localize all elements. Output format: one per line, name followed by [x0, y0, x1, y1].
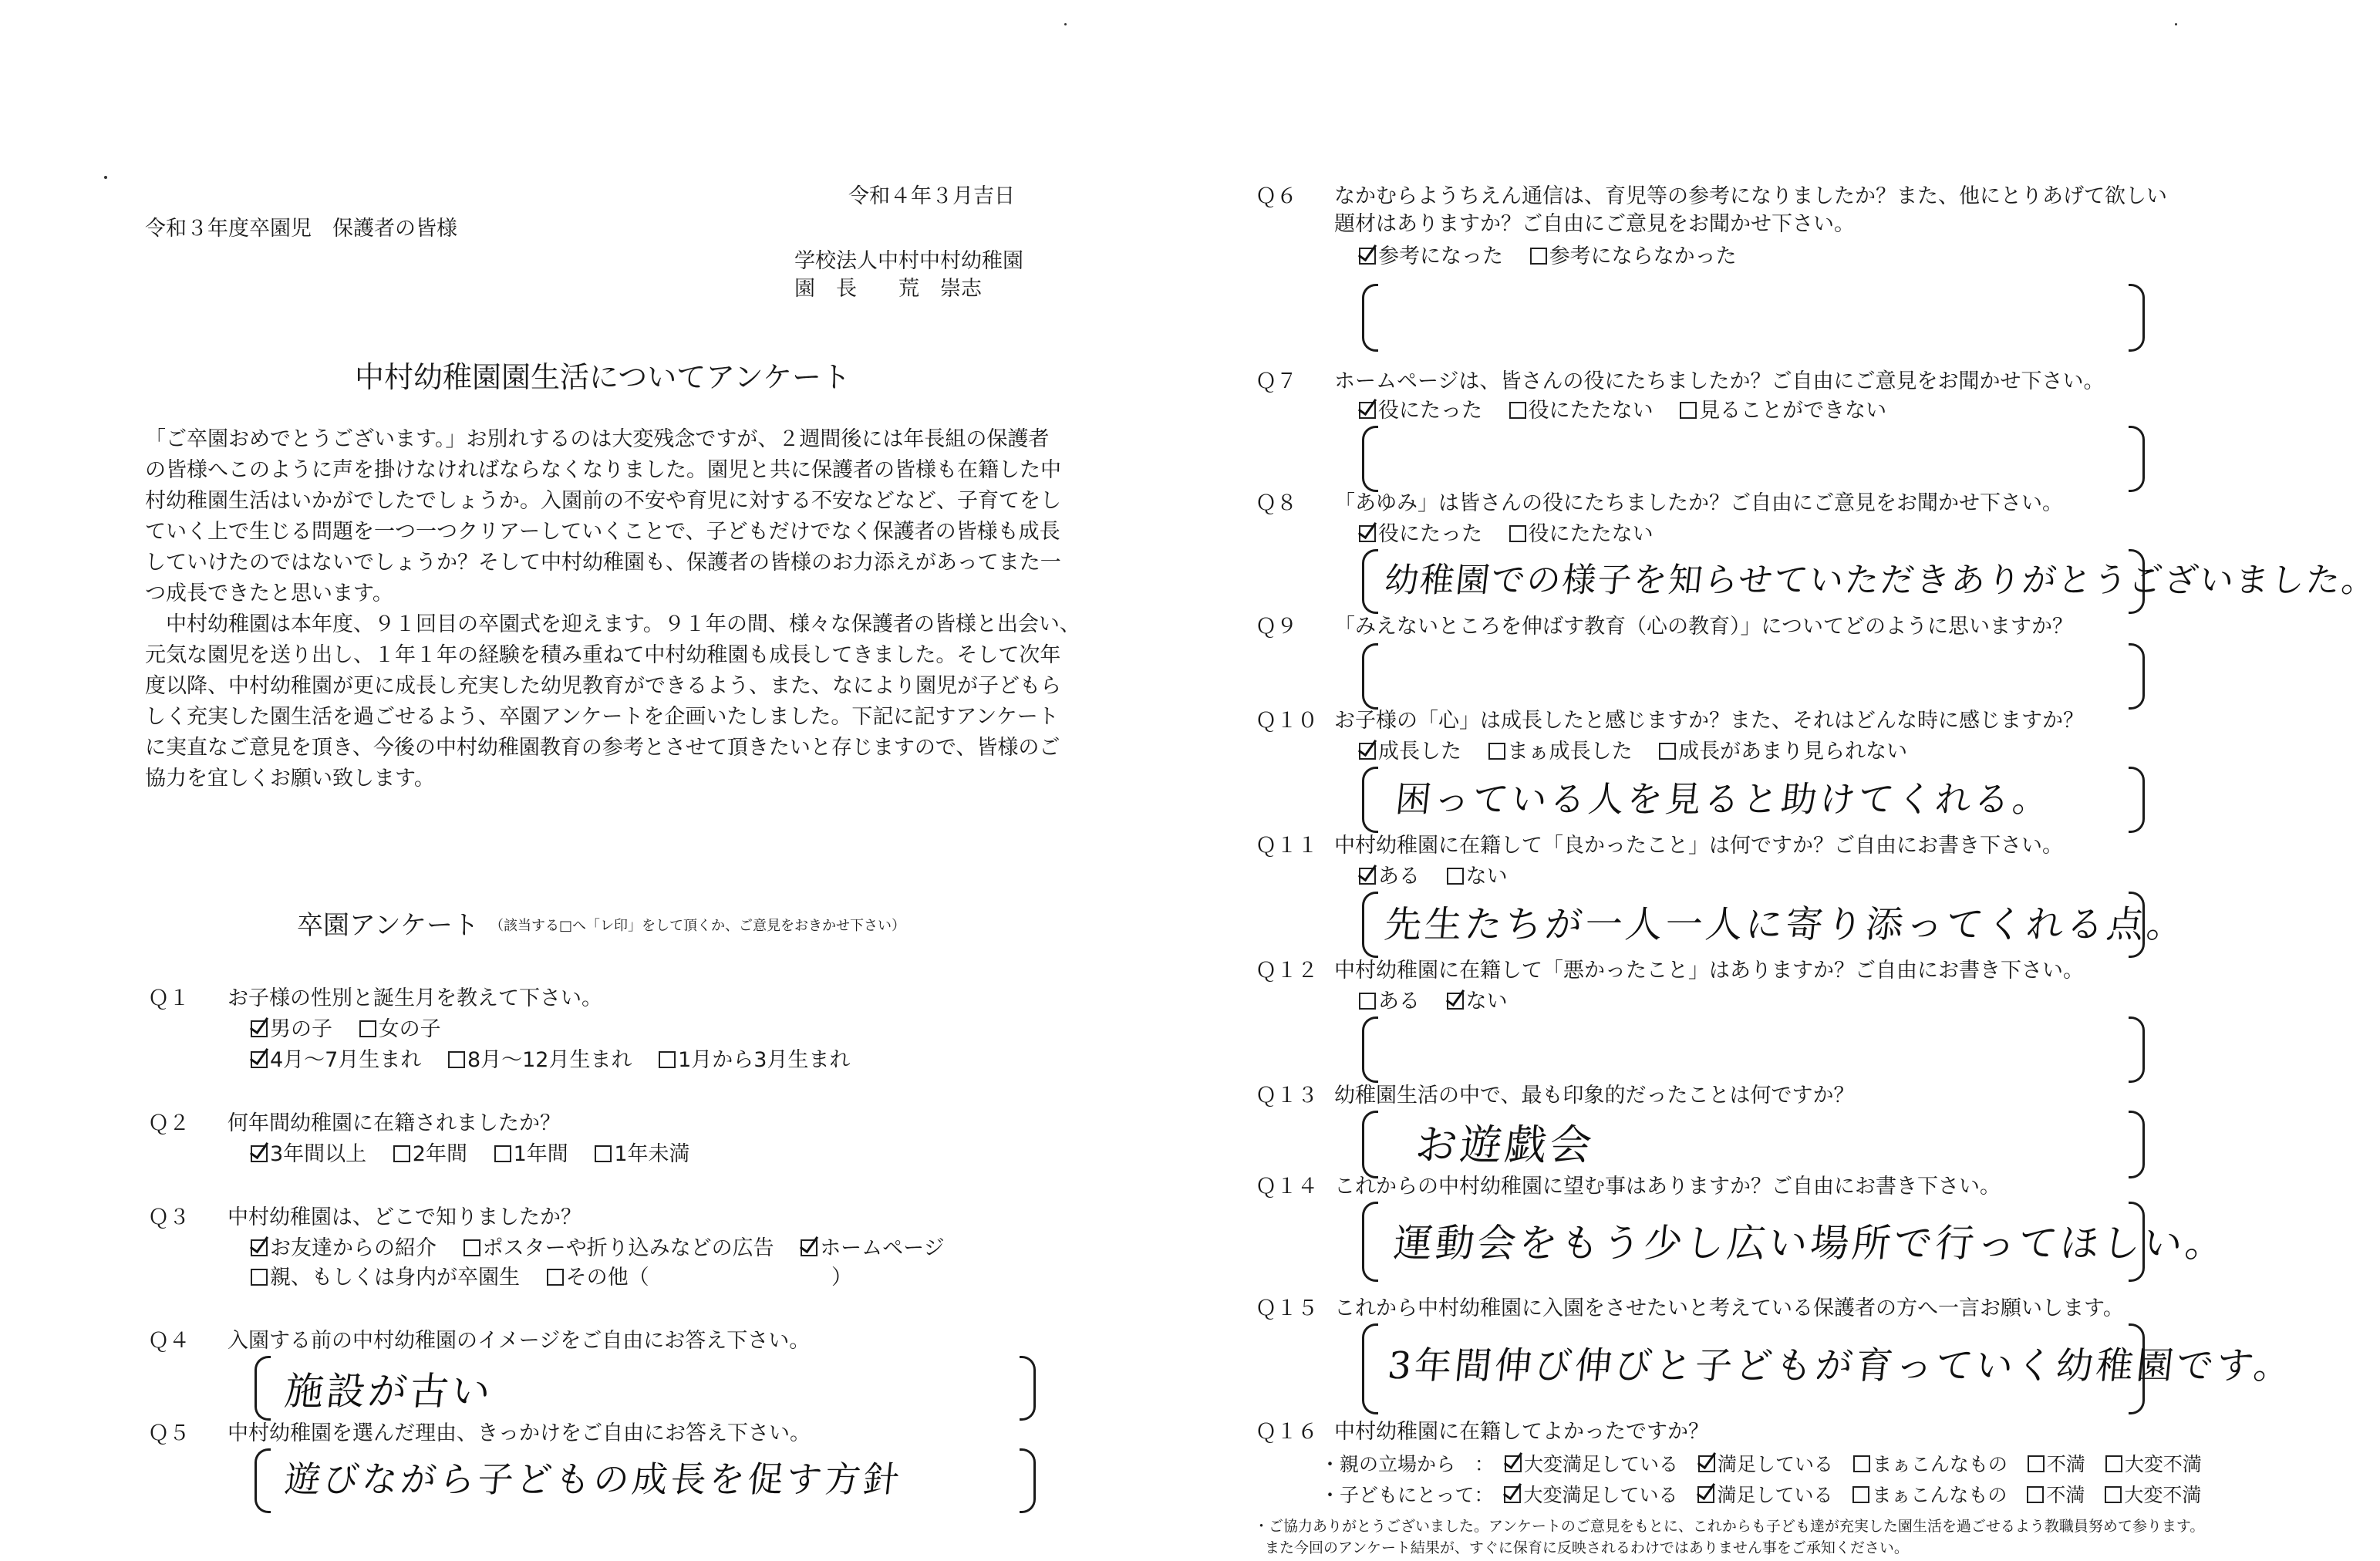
- q16-parent-very-satisfied[interactable]: 大変満足している: [1505, 1451, 1678, 1478]
- q7-answer-bracket-left: [1362, 426, 1378, 492]
- checkbox[interactable]: [494, 1145, 511, 1162]
- intro-line: 「ご卒園おめでとうございます。」お別れするのは大変残念ですが、２週間後には年長組の保護者: [145, 427, 1050, 451]
- q8-number: Ｑ８: [1256, 491, 1297, 515]
- checkbox[interactable]: [659, 1051, 676, 1068]
- q2-options: [251, 1141, 710, 1168]
- q5-question: 中村幼稚園を選んだ理由、きっかけをご自由にお答え下さい。: [228, 1421, 811, 1445]
- q14-question: これからの中村幼稚園に望む事はありますか？ご自由にお書き下さい。: [1334, 1175, 2001, 1199]
- q4-answer-bracket-left: [255, 1356, 271, 1421]
- q2-question: 何年間幼稚園に在籍されましたか？: [228, 1111, 561, 1135]
- q7-option-cannot-view[interactable]: 見ることができない: [1680, 398, 1886, 424]
- checkbox[interactable]: [2027, 1486, 2044, 1503]
- checkbox[interactable]: [448, 1051, 465, 1068]
- intro-line: 村幼稚園生活はいかがでしたでしょうか。入園前の不安や育児に対する不安などなど、子育てをし: [145, 489, 1061, 513]
- sender-org: 学校法人中村中村幼稚園: [794, 249, 1023, 273]
- q16-question: 中村幼稚園に在籍してよかったですか？: [1334, 1420, 1709, 1444]
- q16-parent-very-dissatisfied[interactable]: 大変不満: [2105, 1451, 2202, 1478]
- q3-row1: [251, 1236, 965, 1262]
- q2-option-2yrs[interactable]: 2年間: [393, 1141, 467, 1168]
- q16-parent-row: [1320, 1451, 2202, 1478]
- q6-option-helpful[interactable]: 参考になった: [1359, 244, 1503, 270]
- q14-answer-bracket-left: [1362, 1202, 1378, 1282]
- sender-principal: 園 長 荒 崇志: [794, 277, 982, 301]
- q3-option-homepage[interactable]: ホームページ: [801, 1236, 944, 1262]
- checkbox[interactable]: [2105, 1455, 2122, 1472]
- q3-other-close: ）: [831, 1266, 852, 1290]
- q13-answer-bracket-right: [2129, 1111, 2145, 1178]
- checkbox[interactable]: [2105, 1486, 2122, 1503]
- q10-options: [1359, 739, 1927, 765]
- checkbox-checked[interactable]: [1504, 1486, 1521, 1503]
- q12-option-yes[interactable]: ある: [1359, 989, 1420, 1015]
- q8-answer-bracket-left: [1362, 549, 1378, 614]
- q13-answer[interactable]: お遊戯会: [1413, 1121, 1597, 1169]
- checkbox-checked[interactable]: [251, 1145, 268, 1162]
- checkbox[interactable]: [1509, 402, 1526, 419]
- q16-child-very-dissatisfied[interactable]: 大変不満: [2105, 1482, 2201, 1509]
- checkbox-checked[interactable]: [1698, 1455, 1715, 1472]
- q2-option-under1[interactable]: 1年未満: [595, 1141, 689, 1168]
- q8-answer[interactable]: 幼稚園での様子を知らせていただきありがとうございました。: [1382, 561, 2379, 600]
- q7-number: Ｑ７: [1256, 369, 1297, 393]
- q14-number: Ｑ１４: [1256, 1175, 1318, 1199]
- q16-child-dissatisfied[interactable]: 不満: [2027, 1482, 2085, 1509]
- q6-number: Ｑ６: [1256, 184, 1297, 208]
- checkbox-checked[interactable]: [1359, 868, 1376, 885]
- checkbox-checked[interactable]: [1359, 402, 1376, 419]
- q6-question-line2: 題材はありますか？ご自由にご意見をお聞かせ下さい。: [1334, 212, 1855, 236]
- footer-thanks: ・ご協力ありがとうございました。アンケートのご意見をもとに、これからも子ども達が充実した園生活を過ごせるよう教職員努めて参ります。: [1254, 1518, 2205, 1535]
- checkbox[interactable]: [1509, 525, 1526, 542]
- q10-answer-bracket-right: [2129, 767, 2145, 833]
- checkbox[interactable]: [1530, 248, 1547, 265]
- q4-answer-bracket-right: [1020, 1356, 1036, 1421]
- q11-option-yes[interactable]: ある: [1359, 864, 1420, 890]
- intro-line: ていく上で生じる問題を一つ一つクリアーしていくことで、子どもだけでなく保護者の皆様も成長: [145, 520, 1060, 544]
- checkbox-checked[interactable]: [1697, 1486, 1714, 1503]
- q3-option-ads[interactable]: ポスターや折り込みなどの広告: [464, 1236, 774, 1262]
- q7-options: [1359, 398, 1906, 424]
- checkbox[interactable]: [1852, 1486, 1869, 1503]
- q9-answer-bracket-left: [1362, 643, 1378, 710]
- checkbox-checked[interactable]: [1505, 1455, 1522, 1472]
- q16-parent-so-so[interactable]: まぁこんなもの: [1853, 1451, 2007, 1478]
- scan-speck: [2175, 23, 2177, 25]
- q16-child-very-satisfied[interactable]: 大変満足している: [1504, 1482, 1677, 1509]
- checkbox[interactable]: [1853, 1455, 1870, 1472]
- checkbox[interactable]: [359, 1020, 376, 1037]
- q10-question: お子様の「心」は成長したと感じますか？また、それはどんな時に感じますか？: [1334, 709, 2084, 733]
- q11-answer[interactable]: 先生たちが一人一人に寄り添ってくれる点。: [1382, 903, 2190, 946]
- q13-answer-bracket-left: [1362, 1111, 1378, 1178]
- q7-answer-bracket-right: [2129, 426, 2145, 492]
- q10-option-somewhat-grew[interactable]: まぁ成長した: [1488, 739, 1633, 765]
- q16-child-so-so[interactable]: まぁこんなもの: [1852, 1482, 2007, 1509]
- q8-option-not-useful[interactable]: 役にたたない: [1509, 521, 1654, 548]
- q13-number: Ｑ１３: [1256, 1084, 1318, 1108]
- q12-option-no[interactable]: ない: [1447, 989, 1508, 1015]
- q8-question: 「あゆみ」は皆さんの役にたちましたか？ご自由にご意見をお聞かせ下さい。: [1334, 491, 2063, 515]
- q11-options: [1359, 864, 1528, 890]
- q10-number: Ｑ１０: [1256, 709, 1318, 733]
- q1-row2: [251, 1047, 870, 1074]
- q1-option-boy[interactable]: 男の子: [251, 1017, 332, 1043]
- q11-number: Ｑ１１: [1256, 834, 1318, 858]
- q3-option-other[interactable]: その他（: [547, 1265, 649, 1291]
- checkbox[interactable]: [547, 1269, 564, 1286]
- scan-speck: [1064, 23, 1067, 25]
- q3-row2: [251, 1265, 669, 1291]
- q14-answer[interactable]: 運動会をもう少し広い場所で行ってほしい。: [1391, 1221, 2230, 1266]
- q6-question: なかむらようちえん通信は、育児等の参考になりましたか？また、他にとりあげて欲しい: [1334, 184, 2167, 208]
- addressee: 令和３年度卒園児 保護者の皆様: [145, 217, 457, 241]
- q16-child-row: [1320, 1482, 2201, 1509]
- checkbox-checked[interactable]: [1359, 525, 1376, 542]
- q5-answer[interactable]: 遊びながら子どもの成長を促す方針: [282, 1458, 905, 1500]
- q2-option-1yr[interactable]: 1年間: [494, 1141, 568, 1168]
- q16-parent-satisfied[interactable]: 満足している: [1698, 1451, 1833, 1478]
- q8-options: [1359, 521, 1674, 548]
- checkbox[interactable]: [1659, 743, 1676, 760]
- checkbox[interactable]: [464, 1239, 480, 1256]
- intro-line: しく充実した園生活を過ごせるよう、卒園アンケートを企画いたしました。下記に記すアンケート: [145, 705, 1059, 729]
- intro-line: に実直なご意見を頂き、今後の中村幼稚園教育の参考とさせて頂きたいと存じますので、皆様のご: [145, 736, 1060, 760]
- q16-child-label: ・子どもにとって：: [1320, 1484, 1494, 1506]
- q12-options: [1359, 989, 1528, 1015]
- q9-question: 「みえないところを伸ばす教育（心の教育）」についてどのように思いますか？: [1334, 615, 2073, 639]
- q10-option-little-growth[interactable]: 成長があまり見られない: [1659, 739, 1907, 765]
- footer-notice: また今回のアンケート結果が、すぐに保育に反映されるわけではありません事をご承知ください。: [1265, 1539, 1909, 1556]
- q6-options: [1359, 244, 1757, 270]
- q15-answer-bracket-left: [1362, 1323, 1378, 1414]
- intro-line: 元気な園児を送り出し、１年１年の経験を積み重ねて中村幼稚園も成長してきました。そして次年: [145, 643, 1061, 667]
- intro-paragraph: [145, 424, 1080, 794]
- q1-question: お子様の性別と誕生月を教えて下さい。: [228, 986, 602, 1010]
- q2-number: Ｑ２: [148, 1111, 190, 1135]
- q16-parent-dissatisfied[interactable]: 不満: [2028, 1451, 2085, 1478]
- q15-question: これから中村幼稚園に入園をさせたいと考えている保護者の方へ一言お願いします。: [1334, 1296, 2124, 1320]
- q4-question: 入園する前の中村幼稚園のイメージをご自由にお答え下さい。: [228, 1329, 811, 1353]
- q1-option-jan-mar[interactable]: 1月から3月生まれ: [659, 1047, 850, 1074]
- q7-option-useful[interactable]: 役にたった: [1359, 398, 1482, 424]
- intro-line: の皆様へこのように声を掛けなければならなくなりました。園児と共に保護者の皆様も在籍した中: [145, 458, 1061, 482]
- checkbox[interactable]: [1447, 868, 1464, 885]
- q15-number: Ｑ１５: [1256, 1296, 1318, 1320]
- checkbox-checked[interactable]: [1359, 743, 1376, 760]
- q12-answer-bracket-right: [2129, 1017, 2145, 1083]
- intro-line: していけたのではないでしょうか？そして中村幼稚園も、保護者の皆様のお力添えがあってまた一: [145, 551, 1061, 575]
- q10-answer-bracket-left: [1362, 767, 1378, 833]
- q2-option-3yrs[interactable]: 3年間以上: [251, 1141, 366, 1168]
- q12-answer-bracket-left: [1362, 1017, 1378, 1083]
- q6-answer-bracket-right: [2129, 284, 2145, 352]
- checkbox-checked[interactable]: [801, 1239, 817, 1256]
- checkbox-checked[interactable]: [251, 1051, 268, 1068]
- q1-option-aug-dec[interactable]: 8月～12月生まれ: [448, 1047, 632, 1074]
- q12-question: 中村幼稚園に在籍して「悪かったこと」はありますか？ご自由にお書き下さい。: [1334, 959, 2084, 983]
- intro-line: つ成長できたと思います。: [145, 582, 393, 605]
- q3-option-family[interactable]: 親、もしくは身内が卒園生: [251, 1265, 520, 1291]
- checkbox[interactable]: [595, 1145, 612, 1162]
- q11-option-no[interactable]: ない: [1447, 864, 1508, 890]
- q8-option-useful[interactable]: 役にたった: [1359, 521, 1482, 548]
- q9-answer-bracket-right: [2129, 643, 2145, 710]
- intro-line: 度以降、中村幼稚園が更に成長し充実した幼児教育ができるよう、また、なにより園児が子どもら: [145, 674, 1061, 698]
- q5-answer-bracket-left: [255, 1448, 271, 1513]
- q15-answer[interactable]: 3年間伸び伸びと子どもが育っていく幼稚園です。: [1385, 1344, 2297, 1387]
- checkbox-checked[interactable]: [251, 1239, 268, 1256]
- q13-question: 幼稚園生活の中で、最も印象的だったことは何ですか？: [1334, 1084, 1855, 1108]
- document-date: 令和４年３月吉日: [848, 184, 1015, 208]
- q1-option-girl[interactable]: 女の子: [359, 1017, 441, 1043]
- checkbox-checked[interactable]: [1359, 248, 1376, 265]
- q1-option-apr-jul[interactable]: 4月～7月生まれ: [251, 1047, 421, 1074]
- q3-number: Ｑ３: [148, 1205, 190, 1229]
- q4-number: Ｑ４: [148, 1329, 190, 1353]
- q5-answer-bracket-right: [1020, 1448, 1036, 1513]
- checkbox[interactable]: [393, 1145, 410, 1162]
- survey-heading: 卒園アンケート: [297, 910, 479, 941]
- q4-answer[interactable]: 施設が古い: [282, 1369, 496, 1414]
- q6-answer-bracket-left: [1362, 284, 1378, 352]
- q12-number: Ｑ１２: [1256, 959, 1318, 983]
- page-title: 中村幼稚園園生活についてアンケート: [355, 360, 851, 394]
- checkbox-checked[interactable]: [251, 1020, 268, 1037]
- checkbox[interactable]: [1680, 402, 1697, 419]
- q7-question: ホームページは、皆さんの役にたちましたか？ご自由にご意見をお聞かせ下さい。: [1334, 369, 2105, 393]
- q16-number: Ｑ１６: [1256, 1420, 1318, 1444]
- q11-question: 中村幼稚園に在籍して「良かったこと」は何ですか？ご自由にお書き下さい。: [1334, 834, 2063, 858]
- checkbox[interactable]: [1488, 743, 1505, 760]
- intro-line: 協力を宜しくお願い致します。: [145, 767, 435, 791]
- scan-speck: [104, 176, 107, 179]
- q5-number: Ｑ５: [148, 1421, 190, 1445]
- checkbox-checked[interactable]: [1447, 993, 1464, 1010]
- intro-line: 中村幼稚園は本年度、９１回目の卒園式を迎えます。９１年の間、様々な保護者の皆様と出会い、: [145, 612, 1080, 636]
- q16-parent-label: ・親の立場から ：: [1320, 1453, 1495, 1475]
- q3-option-friends[interactable]: お友達からの紹介: [251, 1236, 437, 1262]
- checkbox[interactable]: [1359, 993, 1376, 1010]
- q9-number: Ｑ９: [1256, 615, 1297, 639]
- q1-row1: [251, 1017, 461, 1043]
- q16-child-satisfied[interactable]: 満足している: [1697, 1482, 1832, 1509]
- q7-option-not-useful[interactable]: 役にたたない: [1509, 398, 1654, 424]
- survey-note: （該当する□へ「レ印」をして頂くか、ご意見をおきかせ下さい）: [490, 918, 906, 934]
- q11-answer-bracket-left: [1362, 892, 1378, 958]
- q3-question: 中村幼稚園は、どこで知りましたか？: [228, 1205, 582, 1229]
- checkbox[interactable]: [251, 1269, 268, 1286]
- q10-answer[interactable]: 困っている人を見ると助けてくれる。: [1393, 778, 2054, 820]
- q6-option-not-helpful[interactable]: 参考にならなかった: [1530, 244, 1737, 270]
- checkbox[interactable]: [2028, 1455, 2045, 1472]
- q1-number: Ｑ１: [148, 986, 190, 1010]
- q10-option-grew[interactable]: 成長した: [1359, 739, 1461, 765]
